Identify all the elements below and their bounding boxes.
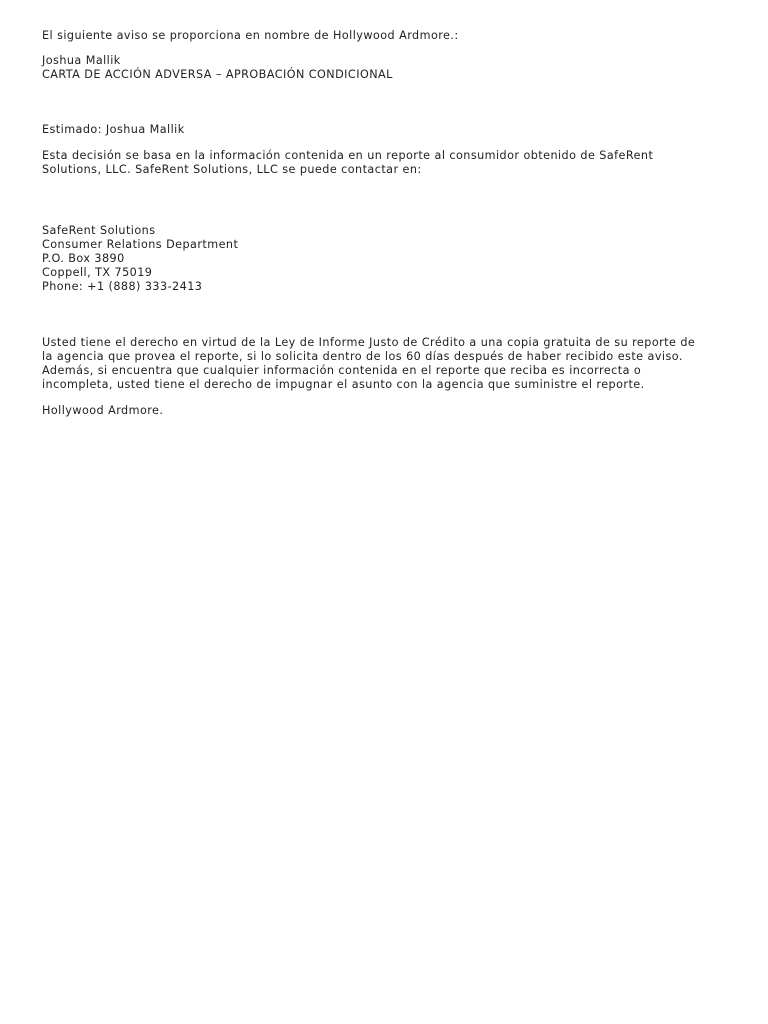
spacer [42, 82, 732, 123]
letter-title: CARTA DE ACCIÓN ADVERSA – APROBACIÓN CONDICIONAL [42, 68, 393, 81]
agency-city-state-zip: Coppell, TX 75019 [42, 266, 153, 279]
agency-department: Consumer Relations Department [42, 238, 239, 251]
recipient-name: Joshua Mallik [42, 54, 121, 67]
spacer [42, 294, 732, 336]
spacer [42, 392, 732, 404]
spacer [42, 137, 732, 149]
agency-address-block [42, 224, 732, 294]
signature: Hollywood Ardmore. [42, 404, 164, 417]
decision-text-line-2: Solutions, LLC. SafeRent Solutions, LLC se puede contactar en: [42, 163, 422, 176]
spacer [42, 177, 732, 224]
rights-text-line-4: incompleta, usted tiene el derecho de impugnar el asunto con la agencia que suministre el reporte. [42, 378, 645, 391]
rights-text-line-1: Usted tiene el derecho en virtud de la Ley de Informe Justo de Crédito a una copia gratuita de su reporte de [42, 336, 696, 349]
rights-text-line-3: Además, si encuentra que cualquier información contenida en el reporte que reciba es incorrecta o [42, 364, 642, 377]
salutation: Estimado: Joshua Mallik [42, 123, 185, 136]
letter-document [42, 29, 732, 418]
spacer [42, 43, 732, 54]
decision-text-line-1: Esta decisión se basa en la información contenida en un reporte al consumidor obtenido de SafeRent [42, 149, 654, 162]
agency-phone: Phone: +1 (888) 333-2413 [42, 280, 203, 293]
agency-po-box: P.O. Box 3890 [42, 252, 125, 265]
intro-text: El siguiente aviso se proporciona en nombre de Hollywood Ardmore.: [42, 29, 459, 42]
agency-name: SafeRent Solutions [42, 224, 156, 237]
rights-text-line-2: la agencia que provea el reporte, si lo solicita dentro de los 60 días después de haber recibido este aviso. [42, 350, 683, 363]
rights-paragraph [42, 336, 732, 392]
